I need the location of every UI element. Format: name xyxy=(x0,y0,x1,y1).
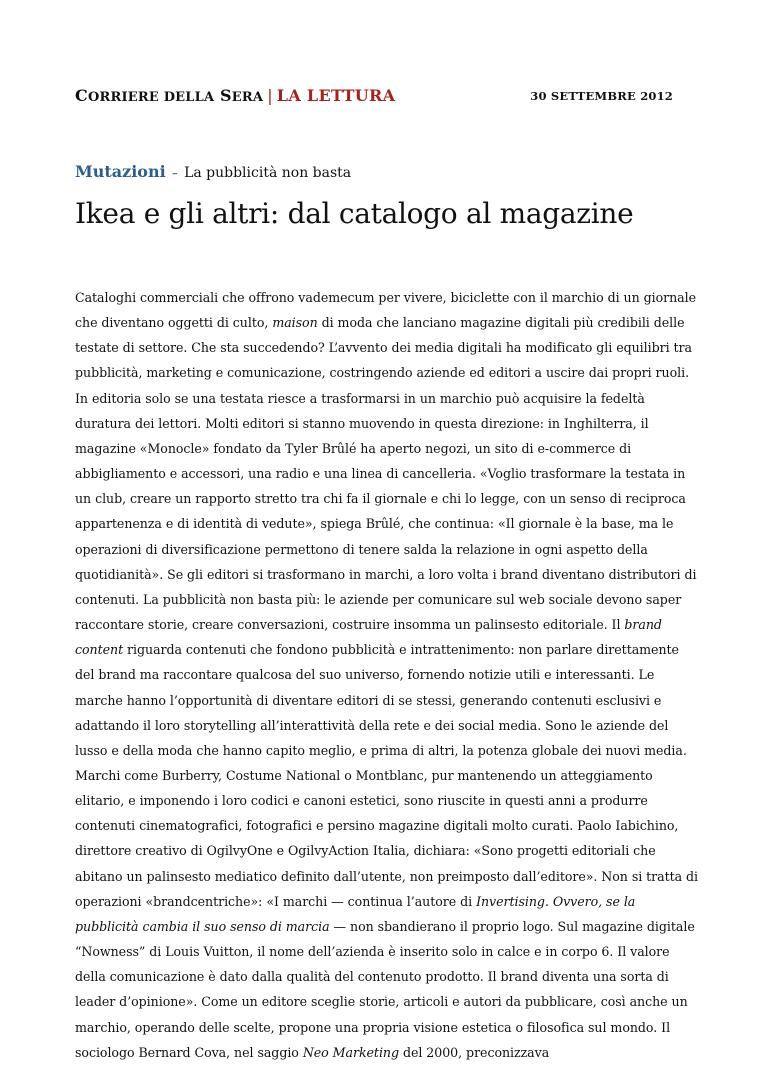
body-italic: Invertising. Ovvero, se la pubblicità cambia il suo senso di marcia xyxy=(75,893,636,934)
body-italic: brand content xyxy=(75,617,662,658)
section-name: LA LETTURA xyxy=(276,86,396,105)
body-segment: del 2000, preconizzava xyxy=(399,1044,550,1060)
body-segment: Cataloghi commerciali che offrono vademecum per vivere, biciclette con il marchio di un giornale che diventano oggetti di culto, xyxy=(75,290,697,331)
paper-initial-c: C xyxy=(75,86,88,105)
body-segment: di moda che lanciano magazine digitali più credibili delle testate di settore. Che sta succedendo? L’avvento dei media digitali ha modificato gli equilibri tra pubblicità, marketing e comunicazione, costringendo aziende ed editori a uscire dai propri ruoli. In editoria solo se una testata riesce a trasformarsi in un marchio può acquisire la fedeltà duratura dei lettori. Molti editori si stanno muovendo in questa direzione: in Inghilterra, il magazine «Monocle» fondato da Tyler Brûlé ha aperto negozi, un sito di e-commerce di abbigliamento e accessori, una radio e una linea di cancelleria. «Voglio trasformare la testata in un club, creare un rapporto stretto tra chi fa il giornale e chi lo legge, con un senso di reciproca appartenenza e di identità di vedute», spiega Brûlé, che continua: «Il giornale è la base, ma le operazioni di diversificazione permettono di tenere salda la relazione in ogni aspetto della quotidianità». Se gli editori si trasformano in marchi, a loro volta i brand diventano distributori di contenuti. La pubblicità non basta più: le aziende per comunicare sul web sociale devono saper raccontare storie, creare conversazioni, costruire insomma un palinsesto editoriale. Il xyxy=(75,315,697,633)
paper-name-part-2: ERA xyxy=(231,90,264,105)
paper-initial-s: S xyxy=(214,86,232,105)
kicker-dash: – xyxy=(172,167,178,180)
kicker-subtitle: La pubblicità non basta xyxy=(184,165,352,181)
kicker-word: Mutazioni xyxy=(75,162,166,181)
kicker xyxy=(75,162,351,181)
body-segment: riguarda contenuti che fondono pubblicità e intrattenimento: non parlare direttamente del brand ma raccontare qualcosa del suo universo, fornendo notizie utili e interessanti. Le marche hanno l’opportunità di diventare editori di se stessi, generando contenuti esclusivi e adattando il loro storytelling all’interattività della rete e dei social media. Sono le aziende del lusso e della moda che hanno capito meglio, e prima di altri, la potenza globale dei nuovi media. Marchi come Burberry, Costume National o Montblanc, pur mantenendo un atteggiamento elitario, e imponendo i loro codici e canoni estetici, sono riuscite in questi anni a produrre contenuti cinematografici, fotografici e persino magazine digitali molto curati. Paolo Iabichino, direttore creativo di OgilvyOne e OgilvyAction Italia, dichiara: «Sono progetti editoriali che abitano un palinsesto mediatico definito dall’utente, non preimposto dall’editore». Non si tratta di operazioni «brandcentriche»: «I marchi — continua l’autore di xyxy=(75,642,699,909)
body-italic: maison xyxy=(272,315,318,331)
publication-date: 30 SETTEMBRE 2012 xyxy=(530,89,673,103)
body-segment: — non sbandierano il proprio logo. Sul magazine digitale “Nowness” di Louis Vuitton, il nome dell’azienda è inserito solo in calce e in corpo 6. Il valore della comunicazione è dato dalla qualità del contenuto prodotto. Il brand diventa una sorta di leader d’opinione». Come un editore sceglie storie, articoli e autori da pubblicare, così anche un marchio, operando delle scelte, propone una propria visione estetica o filosofica sul mondo. Il sociologo Bernard Cova, nel saggio xyxy=(75,918,695,1060)
masthead-separator: | xyxy=(267,86,273,105)
article-body xyxy=(75,285,699,1065)
newspaper-name xyxy=(75,86,395,105)
article-headline: Ikea e gli altri: dal catalogo al magazine xyxy=(75,197,634,230)
body-italic: Neo Marketing xyxy=(302,1044,399,1060)
masthead xyxy=(75,86,675,108)
paper-name-part-1: ORRIERE DELLA xyxy=(87,90,215,105)
